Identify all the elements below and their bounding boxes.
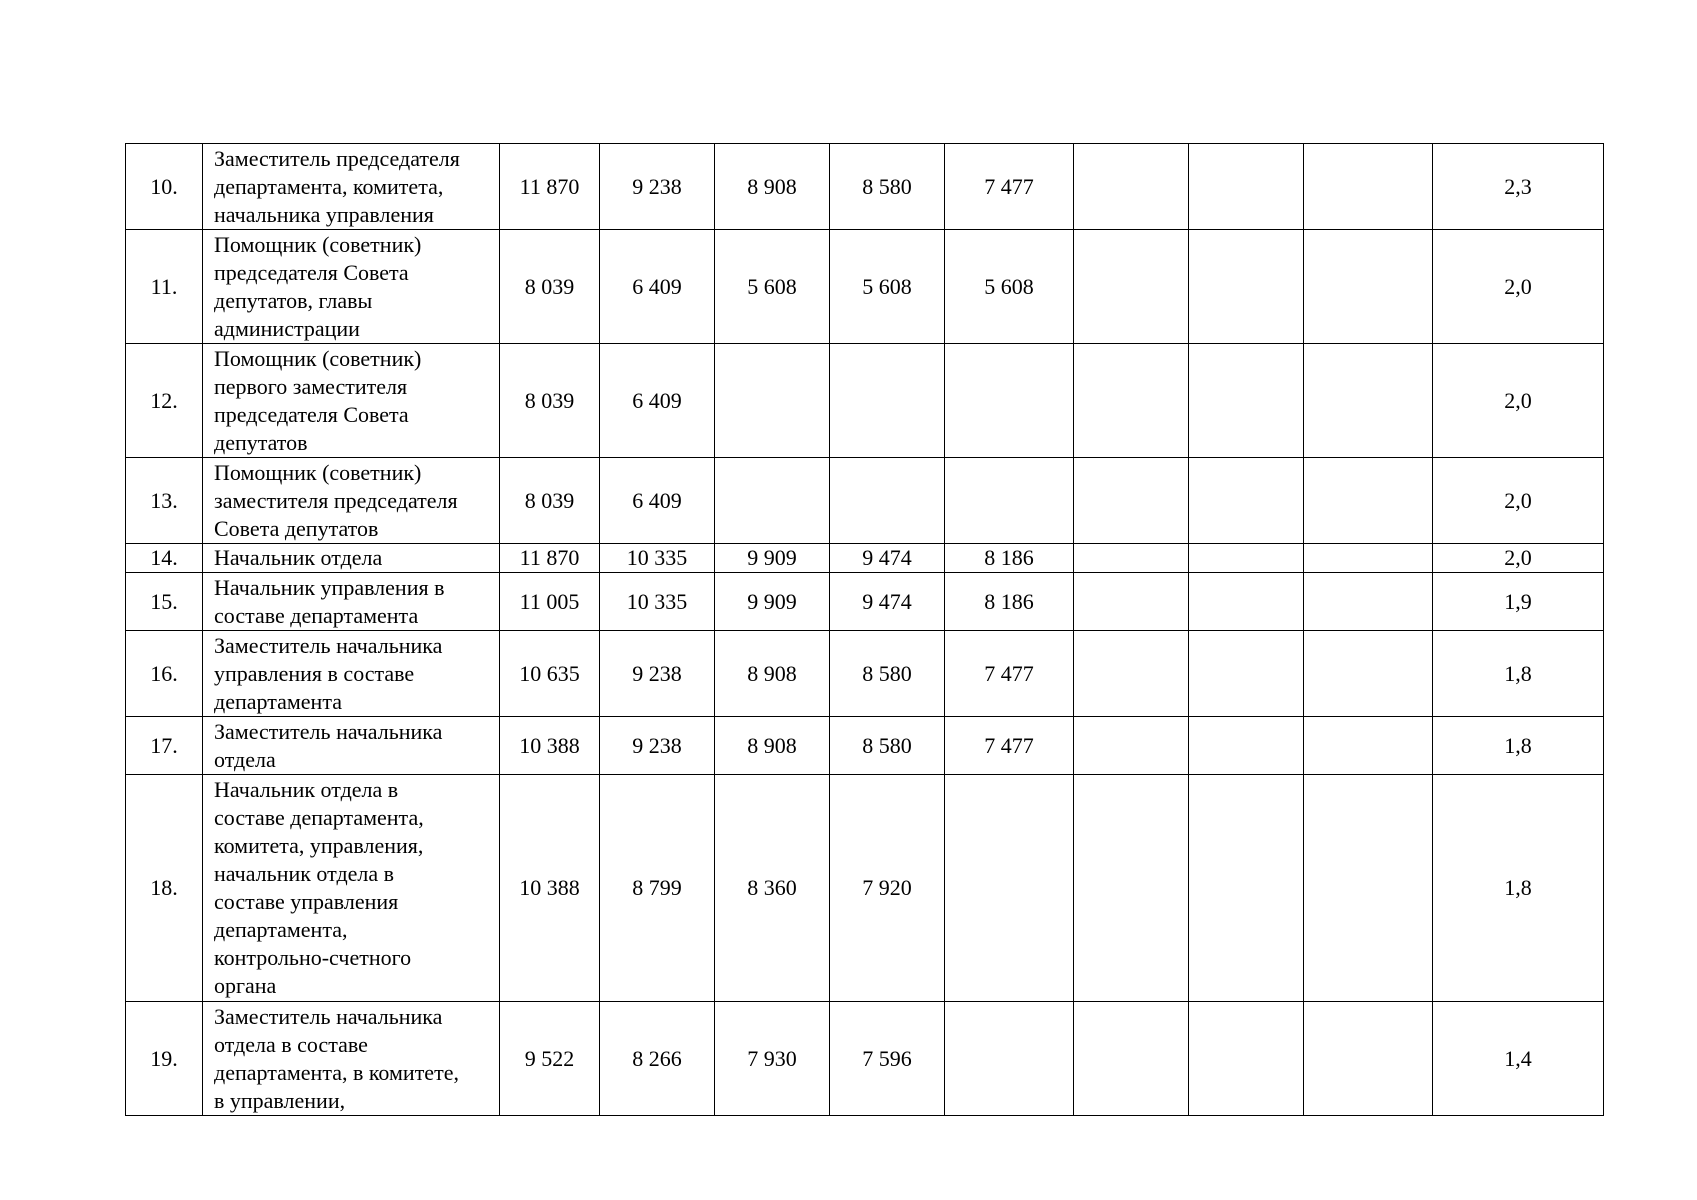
table-body [126,144,1604,1116]
value-col-8-cell [1304,544,1433,573]
position-name-line: Заместитель начальника [214,718,443,744]
value-col-3-cell: 8 908 [715,717,830,775]
value-col-4-cell: 9 474 [830,544,945,573]
value-col-6-cell [1074,1002,1189,1116]
coefficient-cell: 1,9 [1433,573,1604,631]
value-col-7-cell [1189,230,1304,344]
position-name-line: органа [214,973,277,998]
value-col-8-cell [1304,344,1433,458]
position-name-cell [203,144,500,230]
value-col-4-cell: 8 580 [830,631,945,717]
position-name-cell [203,230,500,344]
position-name-line: Начальник отдела в [214,777,399,802]
value-col-2-cell: 6 409 [600,344,715,458]
value-col-6-cell [1074,775,1189,1002]
value-col-3-cell: 9 909 [715,544,830,573]
table-row [126,573,1604,631]
value-col-5-cell: 8 186 [945,544,1074,573]
position-name-line: Начальник отдела [214,545,383,570]
value-col-3-cell: 8 908 [715,144,830,230]
value-col-2-cell: 9 238 [600,144,715,230]
position-name-cell [203,344,500,458]
position-name-line: председателя Совета [214,259,409,285]
value-col-1-cell: 8 039 [500,344,600,458]
value-col-6-cell [1074,458,1189,544]
value-col-5-cell [945,775,1074,1002]
position-name-line: Помощник (советник) [214,231,422,257]
value-col-8-cell [1304,631,1433,717]
row-number-cell: 14. [126,544,203,573]
value-col-1-cell: 10 635 [500,631,600,717]
value-col-4-cell [830,458,945,544]
position-name-line: начальника управления [214,201,434,227]
value-col-2-cell: 6 409 [600,230,715,344]
value-col-6-cell [1074,631,1189,717]
position-name-line: депутатов [214,429,308,455]
value-col-7-cell [1189,344,1304,458]
position-name-line: департамента, в комитете, [214,1059,459,1085]
value-col-4-cell: 8 580 [830,717,945,775]
position-name-cell [203,544,500,573]
value-col-6-cell [1074,144,1189,230]
value-col-1-cell: 11 005 [500,573,600,631]
table-row [126,458,1604,544]
value-col-4-cell: 7 920 [830,775,945,1002]
position-name-cell [203,631,500,717]
value-col-3-cell: 9 909 [715,573,830,631]
coefficient-cell: 1,8 [1433,631,1604,717]
position-name-line: начальник отдела в [214,861,395,886]
value-col-5-cell [945,1002,1074,1116]
coefficient-cell: 1,4 [1433,1002,1604,1116]
value-col-7-cell [1189,631,1304,717]
value-col-5-cell [945,458,1074,544]
value-col-6-cell [1074,717,1189,775]
position-name-cell [203,775,500,1002]
value-col-3-cell: 7 930 [715,1002,830,1116]
value-col-3-cell: 8 360 [715,775,830,1002]
value-col-4-cell: 8 580 [830,144,945,230]
value-col-2-cell: 9 238 [600,631,715,717]
position-name-line: первого заместителя [214,373,408,399]
value-col-2-cell: 10 335 [600,573,715,631]
table-row [126,544,1604,573]
value-col-7-cell [1189,775,1304,1002]
value-col-1-cell: 11 870 [500,544,600,573]
position-name-line: Начальник управления в [214,574,445,600]
value-col-1-cell: 10 388 [500,717,600,775]
coefficient-cell: 2,0 [1433,344,1604,458]
position-name-line: председателя Совета [214,401,409,427]
row-number-cell: 11. [126,230,203,344]
row-number-cell: 19. [126,1002,203,1116]
position-name-line: департамента [214,688,342,714]
value-col-6-cell [1074,544,1189,573]
position-name-line: комитета, управления, [214,833,424,858]
value-col-2-cell: 10 335 [600,544,715,573]
position-name-line: управления в составе [214,660,415,686]
position-name-line: департамента, комитета, [214,173,444,199]
coefficient-cell: 1,8 [1433,717,1604,775]
value-col-5-cell: 8 186 [945,573,1074,631]
value-col-1-cell: 8 039 [500,230,600,344]
value-col-4-cell: 9 474 [830,573,945,631]
position-name-cell [203,1002,500,1116]
value-col-5-cell [945,344,1074,458]
value-col-4-cell [830,344,945,458]
value-col-4-cell: 7 596 [830,1002,945,1116]
value-col-2-cell: 8 799 [600,775,715,1002]
value-col-7-cell [1189,573,1304,631]
row-number-cell: 15. [126,573,203,631]
position-name-line: заместителя председателя [214,487,458,513]
position-name-line: Заместитель начальника [214,632,443,658]
value-col-8-cell [1304,1002,1433,1116]
value-col-5-cell: 5 608 [945,230,1074,344]
value-col-8-cell [1304,144,1433,230]
value-col-6-cell [1074,230,1189,344]
coefficient-cell: 1,8 [1433,775,1604,1002]
row-number-cell: 17. [126,717,203,775]
table-row [126,230,1604,344]
position-name-line: отдела в составе [214,1031,368,1057]
value-col-7-cell [1189,717,1304,775]
value-col-8-cell [1304,458,1433,544]
position-name-line: депутатов, главы [214,287,373,313]
value-col-5-cell: 7 477 [945,144,1074,230]
value-col-7-cell [1189,458,1304,544]
position-name-cell [203,573,500,631]
position-name-line: составе управления [214,889,399,914]
value-col-8-cell [1304,775,1433,1002]
value-col-4-cell: 5 608 [830,230,945,344]
value-col-7-cell [1189,544,1304,573]
value-col-1-cell: 11 870 [500,144,600,230]
row-number-cell: 12. [126,344,203,458]
table-row [126,344,1604,458]
coefficient-cell: 2,0 [1433,458,1604,544]
table-row [126,144,1604,230]
value-col-2-cell: 6 409 [600,458,715,544]
value-col-8-cell [1304,230,1433,344]
value-col-3-cell: 8 908 [715,631,830,717]
value-col-3-cell: 5 608 [715,230,830,344]
value-col-8-cell [1304,717,1433,775]
position-name-line: в управлении, [214,1087,346,1113]
table-row [126,775,1604,1002]
position-name-line: Заместитель начальника [214,1003,443,1029]
value-col-1-cell: 10 388 [500,775,600,1002]
salary-table [125,143,1604,1116]
value-col-2-cell: 9 238 [600,717,715,775]
position-name-cell [203,717,500,775]
position-name-line: составе департамента [214,602,419,628]
value-col-7-cell [1189,144,1304,230]
value-col-5-cell: 7 477 [945,631,1074,717]
row-number-cell: 16. [126,631,203,717]
position-name-line: контрольно-счетного [214,945,412,970]
position-name-line: Заместитель председателя [214,145,460,171]
value-col-7-cell [1189,1002,1304,1116]
value-col-6-cell [1074,344,1189,458]
table-row [126,631,1604,717]
value-col-6-cell [1074,573,1189,631]
value-col-1-cell: 9 522 [500,1002,600,1116]
coefficient-cell: 2,0 [1433,230,1604,344]
table-row [126,1002,1604,1116]
position-name-line: департамента, [214,917,348,942]
value-col-3-cell [715,344,830,458]
row-number-cell: 10. [126,144,203,230]
position-name-line: администрации [214,315,360,341]
row-number-cell: 18. [126,775,203,1002]
coefficient-cell: 2,3 [1433,144,1604,230]
value-col-1-cell: 8 039 [500,458,600,544]
coefficient-cell: 2,0 [1433,544,1604,573]
table-row [126,717,1604,775]
position-name-line: Совета депутатов [214,515,379,541]
row-number-cell: 13. [126,458,203,544]
value-col-5-cell: 7 477 [945,717,1074,775]
position-name-cell [203,458,500,544]
position-name-line: Помощник (советник) [214,459,422,485]
position-name-line: составе департамента, [214,805,424,830]
value-col-2-cell: 8 266 [600,1002,715,1116]
value-col-8-cell [1304,573,1433,631]
value-col-3-cell [715,458,830,544]
position-name-line: Помощник (советник) [214,345,422,371]
position-name-line: отдела [214,746,276,772]
